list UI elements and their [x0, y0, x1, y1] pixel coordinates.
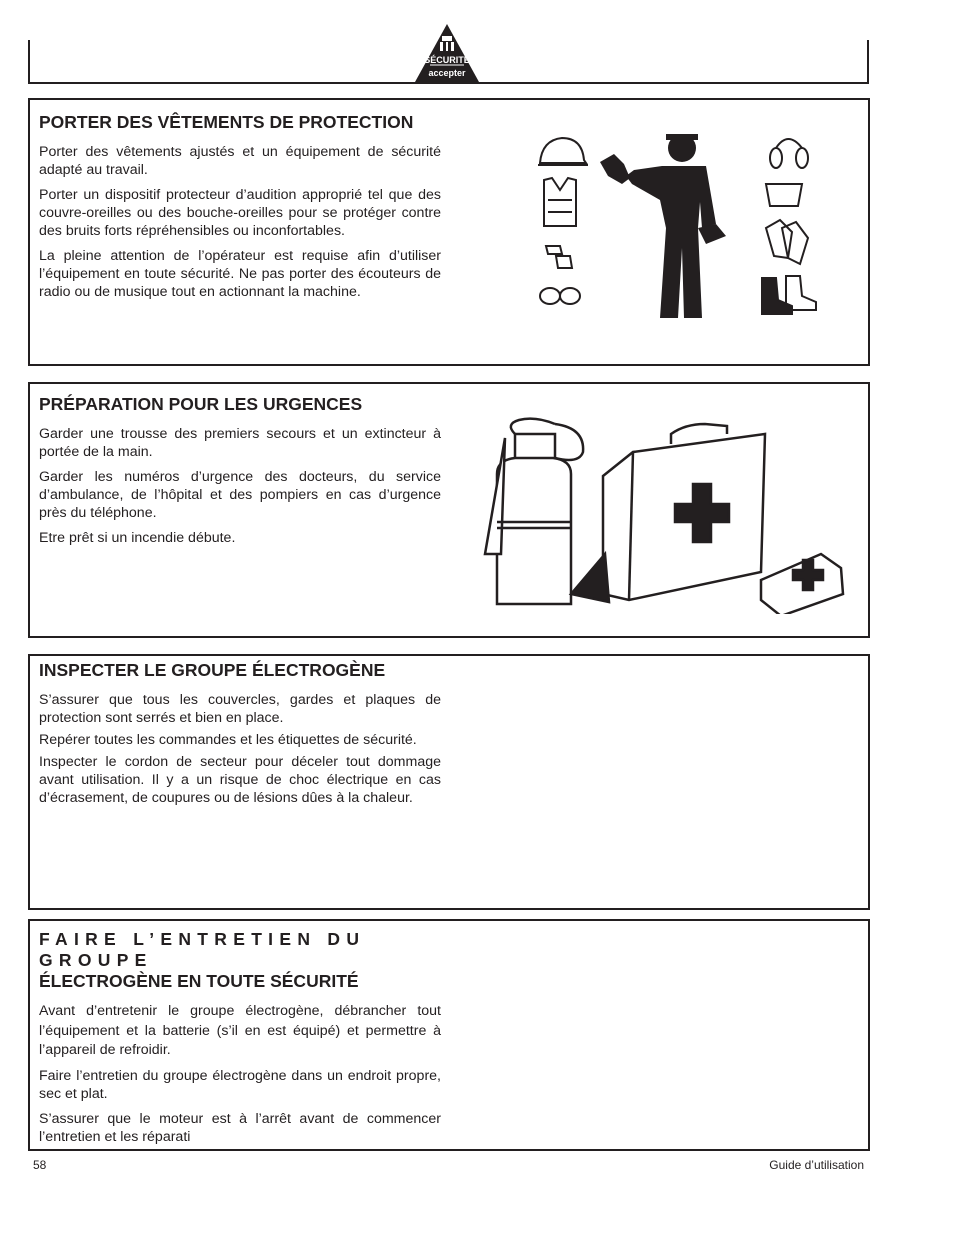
badge-line2: accepter	[428, 68, 466, 78]
section-inspect-generator	[28, 654, 870, 910]
section-title-line1: FAIRE L’ENTRETIEN DU GROUPE	[39, 929, 366, 970]
paragraph: Etre prêt si un incendie débute.	[39, 530, 236, 546]
section-emergency-preparation	[28, 382, 870, 638]
badge-line1: SÉCURITÉ	[424, 55, 470, 65]
paragraph: Garder une trousse des premiers secours et un extincteur à portée de la main.	[39, 426, 441, 460]
paragraph: S’assurer que tous les couvercles, gardes et plaques de protection sont serrés et bien en place.	[39, 692, 441, 726]
safety-alert-icon	[413, 22, 481, 84]
paragraph: Inspecter le cordon de secteur pour déceler tout dommage avant utilisation. Il y a un risque de choc électrique en cas d’écrasement, de coupures ou de lésions dûes à la chaleur.	[39, 754, 441, 806]
section-title: PORTER DES VÊTEMENTS DE PROTECTION	[39, 112, 414, 132]
paragraph: Faire l’entretien du groupe électrogène dans un endroit propre, sec et plat.	[39, 1067, 441, 1102]
paragraph: La pleine attention de l’opérateur est requise afin d’utiliser l’équipement en toute sécurité. Ne pas porter des écouteurs de radio ou de musique tout en actionnant la machine.	[39, 248, 441, 300]
safety-badge	[413, 22, 481, 84]
paragraph: Repérer toutes les commandes et les étiquettes de sécurité.	[39, 732, 417, 748]
page-number: 58	[33, 1158, 47, 1172]
section-title: INSPECTER LE GROUPE ÉLECTROGÈNE	[39, 660, 386, 680]
paragraph: Avant d’entretenir le groupe électrogène, débrancher tout l’équipement et la batterie (s’il en est équipé) et permettre à l’appareil de refroidir.	[39, 1003, 441, 1058]
section-title-line2: ÉLECTROGÈNE EN TOUTE SÉCURITÉ	[39, 971, 359, 991]
section-safe-maintenance	[28, 919, 870, 1151]
guide-title: Guide d’utilisation	[769, 1158, 864, 1172]
section-title: PRÉPARATION POUR LES URGENCES	[39, 394, 363, 414]
paragraph: Garder les numéros d’urgence des docteurs, du service d’ambulance, de l’hôpital et des pompiers en cas d’urgence près du téléphone.	[39, 469, 441, 521]
first-aid-and-extinguisher-illustration	[475, 404, 847, 614]
protective-equipment-illustration	[530, 128, 820, 323]
paragraph: Porter des vêtements ajustés et un équipement de sécurité adapté au travail.	[39, 144, 441, 178]
paragraph: Porter un dispositif protecteur d’audition approprié tel que des couvre-oreilles ou des bouche-oreilles pour se protéger contre des bruits forts répréhensibles ou inconfortables.	[39, 187, 441, 239]
paragraph: S’assurer que le moteur est à l’arrêt avant de commencer l’entretien et les réparati	[39, 1110, 441, 1145]
section-protective-clothing	[28, 98, 870, 366]
